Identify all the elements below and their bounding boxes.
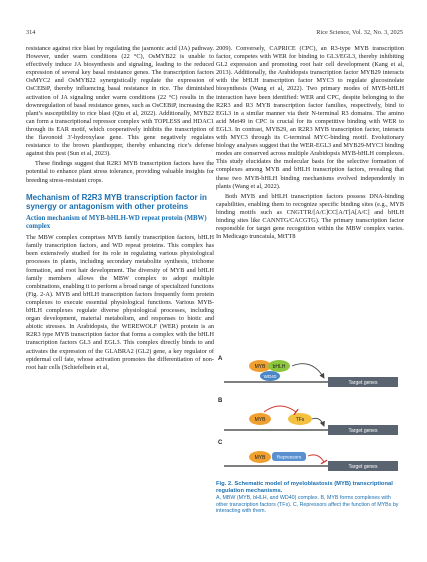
activation-arrow xyxy=(312,418,324,426)
mechanism-diagram xyxy=(216,352,404,478)
wd40-label: WD40 xyxy=(263,374,277,379)
repressors-label: Repressors xyxy=(276,455,302,461)
figure-2 xyxy=(216,352,404,478)
caption-text: A, MBW (MYB, bHLH, and WD40) complex. B, MYB forms complexes with other transcription factors (TFs). C, Repressors affect the function of MYBs by interacting with them. xyxy=(216,495,399,515)
figure-caption xyxy=(216,481,404,515)
right-column xyxy=(216,45,404,243)
panel-c-label: C xyxy=(218,440,223,446)
target-genes-label: Target genes xyxy=(348,380,378,386)
interaction-arc xyxy=(264,406,296,412)
subsection-heading: Action mechanism of MYB-bHLH-WD repeat protein (MBW) complex xyxy=(26,214,207,230)
paragraph: These findings suggest that R2R3 MYB transcription factors have the potential to enhance plant stress tolerance, providing valuable insights for breeding stress-resistant crops. xyxy=(26,160,214,184)
target-genes-label: Target genes xyxy=(348,428,378,434)
paragraph: 2009). Conversely, CAPRICE (CPC), an R3-type MYB transcription factor, competes with WER for binding to GL3/EGL3, thereby inhibiting GL2 expression and promoting root hair cell development (Kang et al, 2013). Additionally, the Arabidopsis transcription factor MYB29 interacts with the bHLH transcription factor MYC3 to regulate glucosinolate biosynthesis (Wang et al, 2022). Two primary modes of MYB-bHLH interaction have been identified: WER and CPC, despite belonging to the R2R3 and R3 MYB transcription factor families, respectively, bind to EGL3 in a similar manner via their N-terminal R3 domains. The amino acid Met49 in CPC is crucial for its competitive binding with WER to EGL3. In contrast, MYB29, an R2R3 MYB transcription factor, interacts with MYC3 through its C-terminal MYC-binding motif. Evolutionary biology analyses suggest that the WER-EGL3 and MYB29-MYC3 binding modes are conserved across multiple Arabidopsis MYB-bHLH complexes. This study elucidates the molecular basis for the selective formation of complexes among MYB and bHLH transcription factors, revealing that these two MYB-bHLH binding mechanisms evolved independently in plants (Wang et al, 2022). xyxy=(216,45,404,190)
myb-label: MYB xyxy=(254,364,266,370)
left-column xyxy=(26,45,214,374)
section-heading: Mechanism of R2R3 MYB transcription factor in synergy or antagonism with other proteins xyxy=(26,192,207,212)
myb-label: MYB xyxy=(254,417,266,423)
page-number: 314 xyxy=(26,29,36,36)
caption-title: Fig. 2. Schematic model of myeloblastosis (MYB) transcriptional regulation mechanisms. xyxy=(216,481,393,494)
paragraph: The MBW complex comprises MYB family transcription factors, bHLH family transcription factors, and WD repeat proteins. This complex has been extensively studied for its role in regulating various physiological processes in plants, including secondary metabolite synthesis, trichome formation, and root hair development. The diversity of MYB and bHLH family members allows the MBW complex to adopt multiple combinations, enabling it to perform a broad range of specialized functions (Fig. 2-A). MYB and bHLH transcription factors frequently form protein complexes to execute essential physiological functions. Various MYB-bHLH complexes regulate diverse physiological processes, including organ development, material metabolism, and responses to biotic and abiotic stresses. In Arabidopsis, the WEREWOLF (WER) protein is an R2R3 type MYB transcription factor that forms a complex with the bHLH transcription factors GL3 and EGL3. This complex directly binds to and activates the expression of the GLABRA2 (GL2) gene, a key regulator of epidermal cell fate, whose activation promotes the differentiation of non-root hair cells (Schiefelbein et al, xyxy=(26,234,214,371)
paragraph: resistance against rice blast by regulating the jasmonic acid (JA) pathway. However, under warm conditions (22 °C), OsMYB22 is unable to effectively induce JA biosynthesis and signaling, leading to the reduced expression of several key basal resistance genes. The transcription factors OsMYC2 and OsMYB22 synergistically regulate the expression of OsCEBiP, thereby influencing basal resistance in rice. The diminished activation of JA signaling under warm conditions (22 °C) results in the downregulation of basal resistance genes, such as OsCEBiP, increasing the plant’s susceptibility to rice blast (Qiu et al, 2022). Additionally, MYB22 can form a transcriptional repressor complex with TOPLESS and HDAC1 through its EAR motif, which cooperatively inhibits the transcription of the flavonoid 3′-hydroxylase gene. This gene negatively regulates resistance to the brown planthopper, thereby enhancing rice’s defense against this pest (Sun et al, 2023). xyxy=(26,45,214,158)
tfs-label: TFs xyxy=(295,417,305,423)
bhlh-label: bHLH xyxy=(272,364,286,370)
panel-a-label: A xyxy=(218,356,223,362)
activation-arrow xyxy=(292,364,324,378)
panel-b-label: B xyxy=(218,398,223,404)
paragraph: Both MYB and bHLH transcription factors possess DNA-binding capabilities, enabling them to recognize specific binding sites (e.g., MYB binding motifs such as CNGTTR/[A/C]CC[A/T]A[A/C] and bHLH binding sites like CANNTG/CACGTG). The primary transcription factor responsible for target gene recognition within the MBW complex varies. In Medicago truncatula, MtTT8 xyxy=(216,192,404,241)
repression-arrow xyxy=(308,455,324,462)
journal-header: Rice Science, Vol. 32, No. 3, 2025 xyxy=(316,29,403,36)
target-genes-label: Target genes xyxy=(348,464,378,470)
myb-label: MYB xyxy=(254,455,266,461)
